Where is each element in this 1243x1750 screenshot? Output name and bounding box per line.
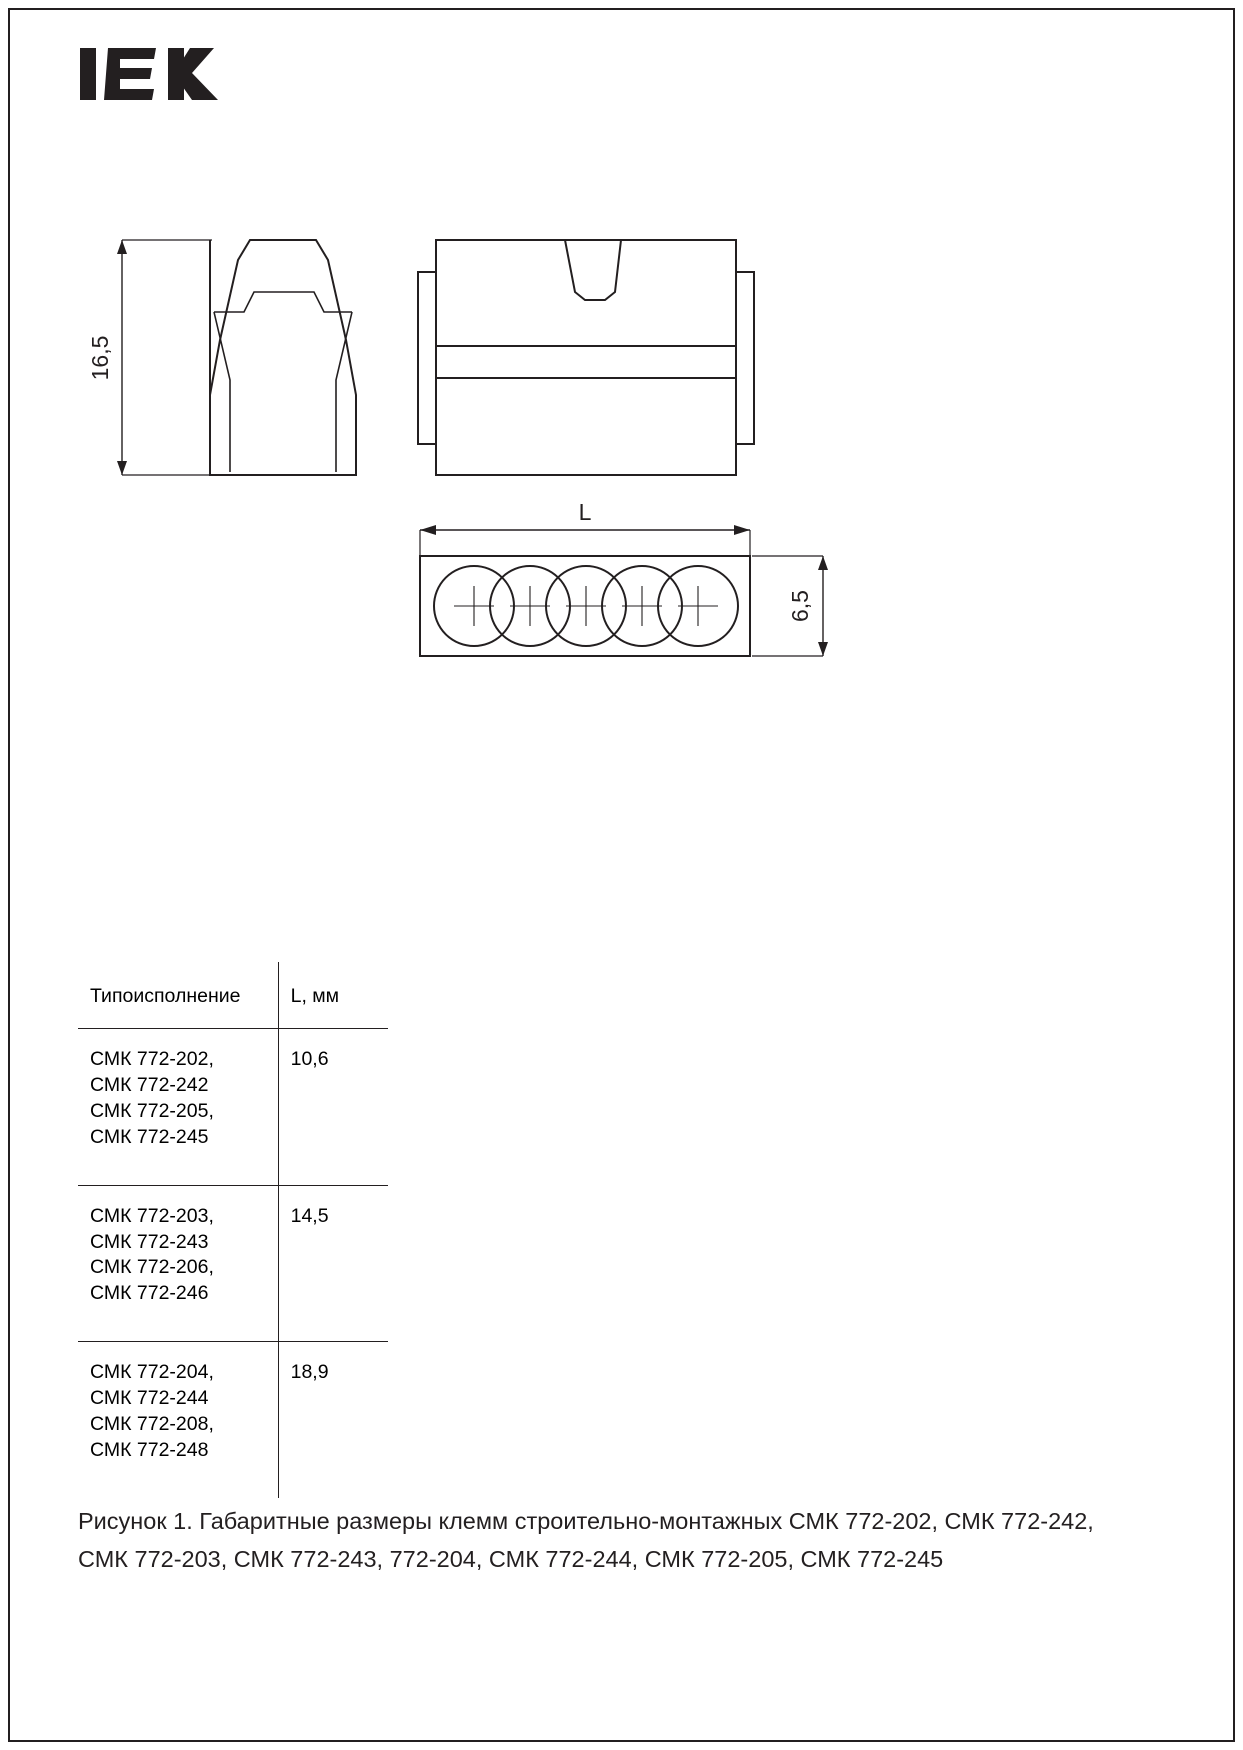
- table-header-type: Типоисполнение: [78, 962, 278, 1028]
- type-code: СМК 772-244: [90, 1387, 209, 1410]
- table-cell-length: 14,5: [278, 1185, 388, 1342]
- table-cell-types: [78, 1342, 278, 1498]
- type-code: СМК 772-208,: [90, 1413, 214, 1436]
- technical-drawing: [78, 200, 1078, 720]
- figure-caption: Рисунок 1. Габаритные размеры клемм строительно-монтажных СМК 772-202, СМК 772-242, СМК 772-203, СМК 772-243, 772-204, СМК 772-244, СМК 772-205, СМК 772-245: [78, 1508, 1094, 1573]
- type-code: СМК 772-204,: [90, 1361, 214, 1384]
- type-code: СМК 772-203,: [90, 1204, 214, 1227]
- port-center-marks: [454, 586, 718, 626]
- dimension-table: [78, 962, 388, 1498]
- table-header-row: [78, 962, 388, 1028]
- depth-dimension-label: 6,5: [787, 590, 813, 622]
- height-dimension: [117, 240, 212, 475]
- type-code: СМК 772-248: [90, 1439, 209, 1462]
- type-code: СМК 772-202,: [90, 1047, 214, 1070]
- type-code: СМК 772-242: [90, 1073, 209, 1096]
- type-code: СМК 772-245: [90, 1125, 209, 1148]
- front-view-inner-lines: [214, 292, 352, 472]
- length-dimension-label: L: [578, 499, 592, 525]
- iek-logo: [78, 40, 258, 110]
- table-cell-types: [78, 1185, 278, 1342]
- type-code: СМК 772-246: [90, 1282, 209, 1305]
- height-dimension-label: 16,5: [87, 335, 113, 381]
- table-row: [78, 1185, 388, 1342]
- side-view-outline: [418, 240, 754, 475]
- length-dimension: [420, 525, 750, 556]
- table-cell-types: [78, 1028, 278, 1185]
- table-cell-length: 18,9: [278, 1342, 388, 1498]
- type-code: СМК 772-243: [90, 1230, 209, 1253]
- type-code: СМК 772-206,: [90, 1256, 214, 1279]
- dimension-table-wrapper: [78, 962, 388, 1498]
- table-row: [78, 1342, 388, 1498]
- type-code: СМК 772-205,: [90, 1099, 214, 1122]
- table-header-length: L, мм: [278, 962, 388, 1028]
- front-view-outline: [210, 240, 356, 475]
- table-cell-length: 10,6: [278, 1028, 388, 1185]
- table-row: [78, 1028, 388, 1185]
